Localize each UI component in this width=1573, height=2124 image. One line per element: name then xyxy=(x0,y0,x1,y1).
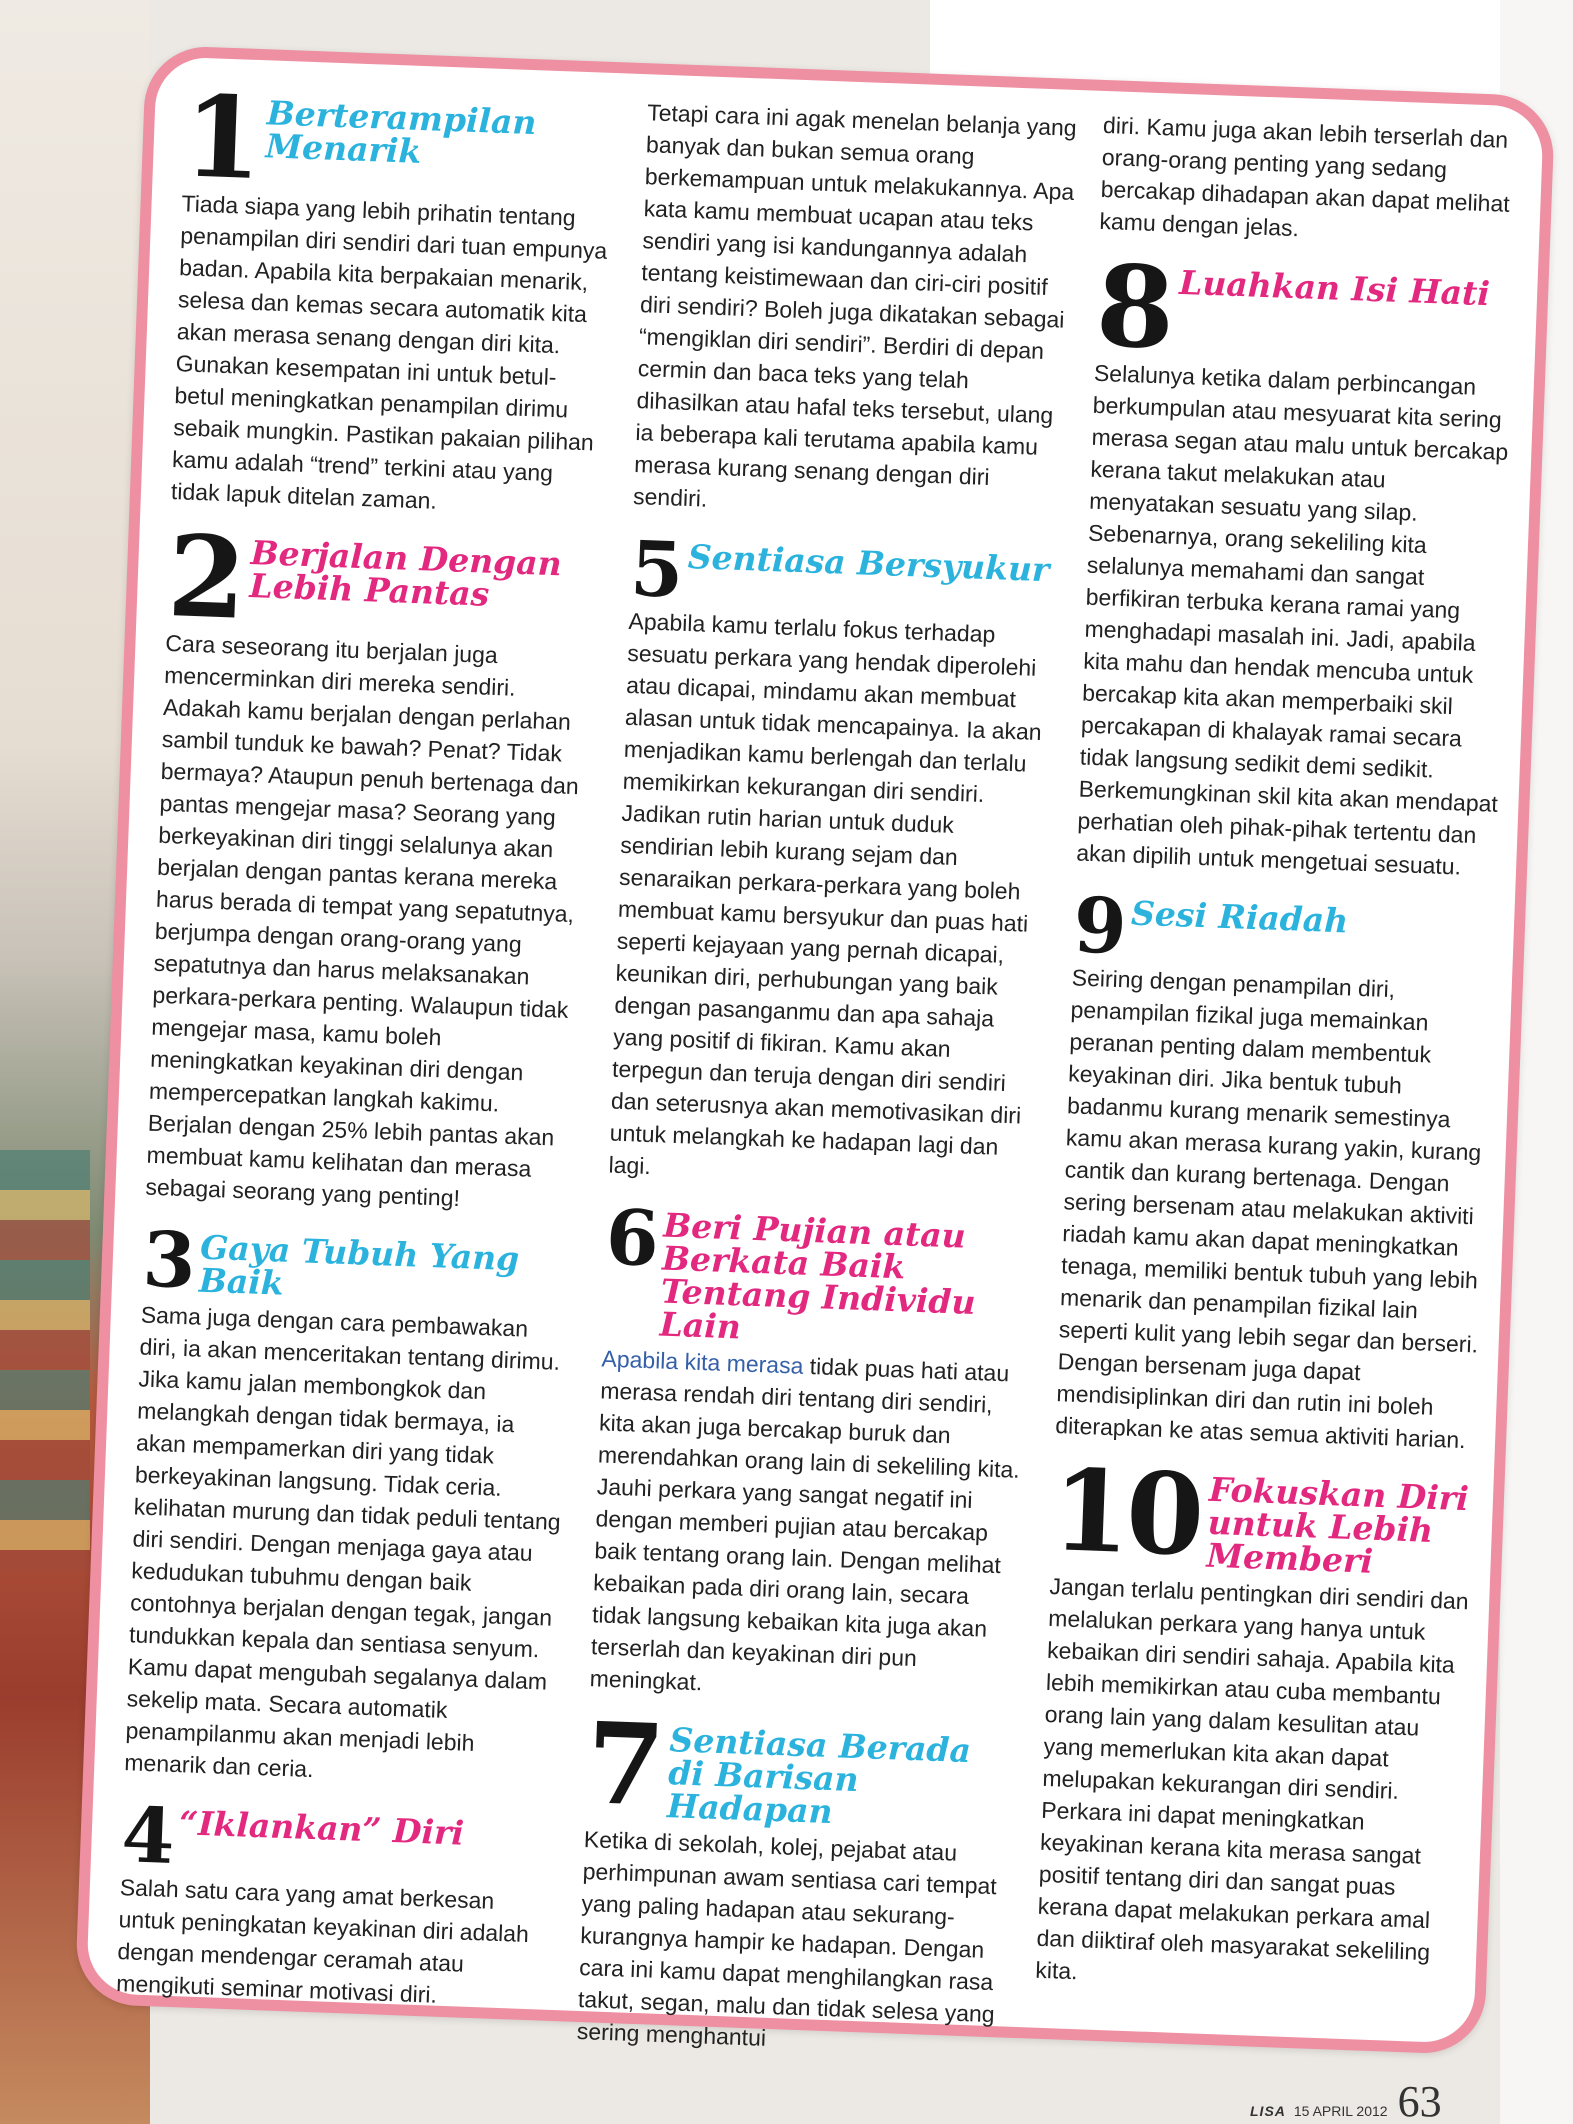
tip-heading xyxy=(602,1192,1037,1355)
tip-title: Luahkan Isi Hati xyxy=(1178,262,1491,314)
tip-body: Ketika di sekolah, kolej, pejabat atau perhimpunan awam sentiasa cari tempat yang paling hadapan atau sekurang-kurangnya hampir ke hadapan. Dengan cara ini kamu dapat menghilangkan rasa takut, segan, malu dan tidak selesa yang sering menghantui xyxy=(576,1826,998,2052)
tip-title: Beri Pujian atau Berkata Baik Tentang Individu Lain xyxy=(659,1205,977,1347)
tip-section-1 xyxy=(170,71,615,522)
tip-section-4-continued xyxy=(633,96,1078,527)
tip-heading xyxy=(1072,880,1495,973)
column-2 xyxy=(575,96,1077,2087)
tip-title: Berterampilan Menarik xyxy=(264,93,538,171)
tip-body: Cara seseorang itu berjalan juga mencerminkan diri mereka sendiri. Adakah kamu berjalan dengan perlahan sambil tunduk ke bawah? Penat? Tidak bermaya? Ataupun penuh bertenaga dan pantas mengejar masa? Seorang yang berkeyakinan diri tinggi selalunya akan berjalan dengan pantas kerana mereka harus berada di tempat yang sepatutnya, berjumpa dengan orang-orang yang sepatutnya dan harus melaksanakan perkara-perkara penting. Walaupun tidak mengejar masa, kamu boleh meningkatkan keyakinan diri dengan mempercepatkan langkah kakimu. Berjalan dengan 25% lebih pantas akan membuat kamu kelihatan dan merasa sebagai seorang yang penting! xyxy=(145,629,580,1211)
tip-section-3 xyxy=(123,1214,574,1793)
tip-heading xyxy=(584,1698,1018,1836)
tip-number: 2 xyxy=(165,510,245,645)
tip-heading xyxy=(1094,240,1518,375)
tip-number: 5 xyxy=(628,523,682,615)
tip-number: 1 xyxy=(181,71,261,205)
tip-number: 10 xyxy=(1049,1445,1203,1582)
tip-number: 9 xyxy=(1072,880,1125,971)
background-photo-detail xyxy=(0,1150,90,1570)
tip-title: Sesi Riadah xyxy=(1130,893,1349,941)
column-1 xyxy=(115,71,616,2038)
tip-number: 4 xyxy=(120,1789,173,1881)
tip-body: Sama juga dengan cara pembawakan diri, ia akan menceritakan tentang dirimu. Jika kamu jalan membongkok dan melangkah dengan tidak bermaya, ia akan mempamerkan diri yang tidak berkeyakinan langsung. Tidak ceria. kelihatan murung dan tidak peduli tentang diri sendiri. Dengan menjaga gaya atau kedudukan tubuhmu dengan baik contohnya berjalan dengan tegak, jangan tundukkan kepala dan sentiasa senyum. Kamu dapat mengubah segalanya dalam sekelip mata. Secara automatik penampilanmu akan menjadi lebih menarik dan ceria. xyxy=(123,1301,562,1782)
tip-number: 7 xyxy=(584,1698,663,1833)
tip-heading xyxy=(181,71,615,205)
tip-body-continued: Tetapi cara ini agak menelan belanja yang banyak dan bukan semua orang berkemampuan untuk melakukannya. Apa kata kamu membuat ucapan atau teks sendiri yang isi kandungannya adalah tentang keistimewaan dan ciri-ciri positif diri sendiri? Boleh juga dikatakan sebagai “mengiklan diri sendiri”. Berdiri di depan cermin dan baca teks yang telah dihasilkan atau hafal teks tersebut, ulang ia beberapa kali terutama apabila kamu merasa kurang senang dengan diri sendiri. xyxy=(632,99,1078,512)
tip-body: Seiring dengan penampilan diri, penampilan fizikal juga memainkan peranan penting dalam membentuk keyakinan diri. Jika bentuk tubuh badanmu kurang menarik semestinya kamu akan merasa kurang yakin, kurang cantik dan kurang bertenaga. Dengan sering bersenam atau melakukan aktiviti riadah kamu akan dapat meningkatkan tenaga, memiliki bentuk tubuh yang lebih menarik dan penampilan fizikal lain seperti kulit yang lebih segar dan berseri. Dengan bersenam juga dapat mendisiplinkan diri dan rutin ini boleh diterapkan ke atas semua aktiviti harian. xyxy=(1054,964,1482,1454)
tip-section-7-continued xyxy=(1099,109,1523,252)
column-3 xyxy=(1034,109,1523,2025)
tip-number: 8 xyxy=(1094,240,1173,375)
tip-body: Apabila kamu terlalu fokus terhadap sesuatu perkara yang hendak diperolehi atau dicapai, mindamu akan membuat alasan untuk tidak mencapainya. Ia akan menjadikan kamu berlengah dan terlalu memikirkan kekurangan diri sendiri. Jadikan rutin harian untuk duduk sendirian lebih kurang sejam dan senaraikan perkara-perkara yang boleh membuat kamu bersyukur dan puas hati seperti kejayaan yang pernah dicapai, keunikan diri, perhubungan yang baik dengan pasanganmu dan apa sahaja yang positif di fikiran. Kamu akan terpegun dan teruja dengan diri sendiri dan seterusnya akan memotivasikan diri untuk melangkah ke hadapan lagi dan lagi. xyxy=(608,608,1043,1180)
tip-section-10 xyxy=(1034,1445,1474,2001)
tip-section-4 xyxy=(115,1789,553,2015)
tip-title: Berjalan Dengan Lebih Pantas xyxy=(248,532,563,614)
magazine-name: LISA xyxy=(1250,2103,1286,2119)
page-footer xyxy=(1250,2077,1442,2124)
tip-body-lead: Apabila kita merasa xyxy=(601,1345,804,1380)
tip-section-7 xyxy=(576,1698,1018,2064)
tip-section-2 xyxy=(145,510,599,1218)
tip-body: Jangan terlalu pentingkan diri sendiri dan melalukan perkara yang hanya untuk kebaikan diri sendiri sahaja. Apabila kita lebih memikirkan atau cuba membantu orang lain yang dalam kesulitan atau yang memerlukan kita akan dapat melupakan kekurangan diri sendiri. Perkara ini dapat meningkatkan keyakinan kerana kita merasa sangat positif tentang diri dan sangat puas kerana dapat melakukan perkara amal dan diiktiraf oleh masyarakat sekeliling kita. xyxy=(1034,1573,1470,1985)
tip-number: 3 xyxy=(141,1214,194,1305)
tip-heading xyxy=(120,1789,553,1883)
tip-title: Sentiasa Bersyukur xyxy=(687,537,1051,590)
tip-title: Gaya Tubuh Yang Baik xyxy=(198,1227,520,1303)
tip-section-9 xyxy=(1054,880,1495,1456)
tip-body xyxy=(589,1343,1032,1711)
tip-title: “Iklankan” Diri xyxy=(178,1802,465,1853)
tip-body-rest: tidak puas hati atau merasa rendah diri tentang diri sendiri, kita akan juga bercakap buruk dan merendahkan orang lain di sekeliling kita. Jauhi perkara yang sangat negatif ini dengan memberi pujian atau bercakap baik tentang orang lain. Dengan melihat kebaikan pada diri orang lain, secara tidak langsung kebaikan kita juga akan terserlah dan keyakinan diri pun meningkat. xyxy=(589,1353,1021,1696)
tip-heading xyxy=(1049,1445,1473,1582)
tip-section-5 xyxy=(608,523,1061,1197)
tip-section-6 xyxy=(589,1192,1037,1710)
tip-body-continued: diri. Kamu juga akan lebih terserlah dan orang-orang penting yang sedang bercakap dihadapan akan dapat melihat kamu dengan jelas. xyxy=(1099,111,1511,242)
issue-date: 15 APRIL 2012 xyxy=(1293,2103,1388,2119)
tip-body: Selalunya ketika dalam perbincangan berkumpulan atau mesyuarat kita sering merasa segan atau malu untuk bercakap kerana takut melakukan atau menyatakan sesuatu yang silap. Sebenarnya, orang sekeliling kita selalunya memahami dan sangat berfikiran terbuka kerana ramai yang menghadapi masalah ini. Jadi, apabila kita mahu dan hendak mencuba untuk bercakap kita akan memperbaiki skil percakapan di khalayak ramai secara tidak langsung sedikit demi sedikit. Berkemungkinan skil kita akan mendapat perhatian oleh pihak-pihak tertentu dan akan dipilih untuk mengetuai sesuatu. xyxy=(1075,359,1509,880)
tip-section-8 xyxy=(1075,240,1518,884)
tip-body: Salah satu cara yang amat berkesan untuk peningkatan keyakinan diri adalah dengan mendengar ceramah atau mengikuti seminar motivasi diri. xyxy=(115,1874,530,2008)
tip-number: 6 xyxy=(604,1192,657,1284)
tip-body: Tiada siapa yang lebih prihatin tentang penampilan diri sendiri dari tuan empunya badan. Apabila kita berpakaian menarik, selesa dan kemas secara automatik kita akan merasa senang dengan diri kita. Gunakan kesempatan ini untuk betul-betul meningkatkan penampilan dirimu sebaik mungkin. Pastikan pakaian pilihan kamu adalah “trend” terkini atau yang tidak lapuk ditelan zaman. xyxy=(170,190,608,514)
tip-heading xyxy=(165,510,599,645)
tip-heading xyxy=(628,523,1061,617)
page-number: 63 xyxy=(1397,2077,1442,2124)
tip-title: Sentiasa Berada di Barisan Hadapan xyxy=(666,1720,972,1832)
article-card xyxy=(75,45,1556,2055)
tip-title: Fokuskan Diri untuk Lebih Memberi xyxy=(1205,1469,1470,1581)
tip-heading xyxy=(141,1214,574,1310)
